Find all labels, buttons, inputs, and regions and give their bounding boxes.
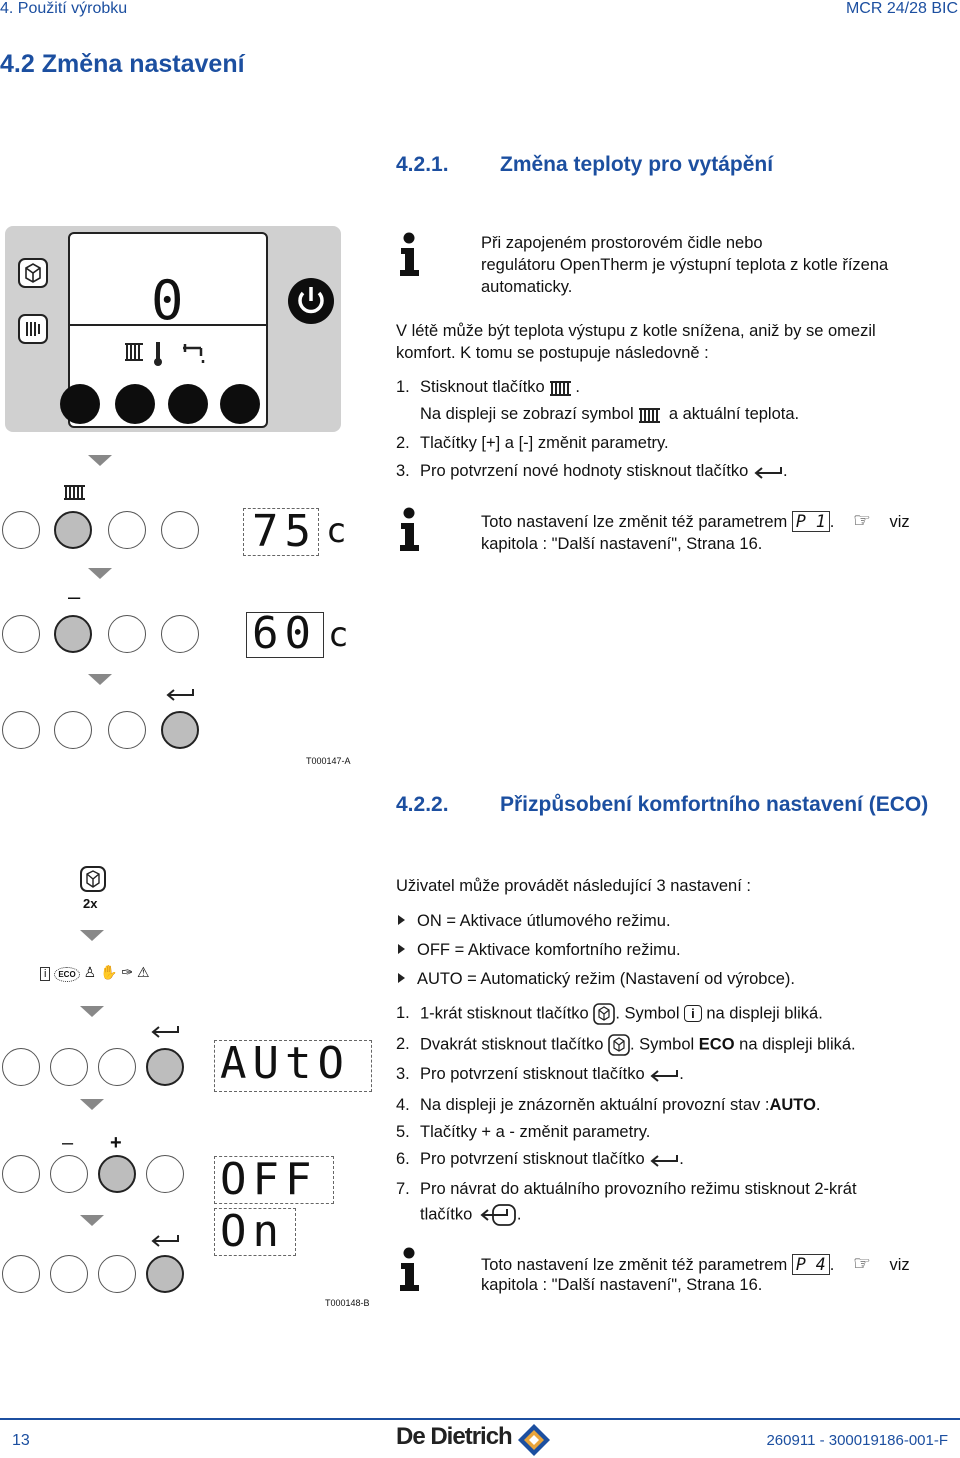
arrow-down-icon [80,1099,104,1110]
button-2[interactable] [54,711,92,749]
panel-display-digit: 0 [151,269,190,332]
enter-icon [165,687,195,701]
sec2-note-b: kapitola : "Další nastavení", Strana 16. [481,1276,763,1294]
pointing-hand-icon: ☞ [852,1253,871,1275]
note-2: Toto nastavení lze změnit též parametrem P 1 . ☞ viz [481,510,910,532]
wrench-icon: ✑ [121,964,134,980]
sec2-step-2: 2. Dvakrát stisknout tlačítko . Symbol ECO na displeji bliká. [396,1034,856,1056]
panel-button-3[interactable] [168,384,208,424]
button-2-selected[interactable] [54,511,92,549]
sec2-heading-number: 4.2.2. [396,793,449,816]
panel-button-1[interactable] [60,384,100,424]
info-icon [397,1247,421,1293]
display-60: 60 [252,608,317,659]
label-2x: 2x [83,896,98,911]
diamond-logo-icon [516,1422,552,1458]
status-icons-row [40,964,150,981]
bullet-auto: AUTO = Automatický režim (Nastavení od výrobce). [396,970,795,989]
sec2-intro: Uživatel může provádět následující 3 nastavení : [396,877,751,895]
button-4[interactable] [146,1155,184,1193]
figure-id: T000147-A [306,756,351,766]
brand-logo: De Dietrich [396,1422,552,1458]
figure-id: T000148-B [325,1298,370,1308]
button-4-selected[interactable] [146,1255,184,1293]
display-off: OFF [220,1154,318,1205]
bullet-on: ON = Aktivace útlumového režimu. [396,912,671,931]
eco-label: ECO [54,967,79,982]
sec2-step-6: 6. Pro potvrzení stisknout tlačítko . [396,1150,684,1168]
button-3[interactable] [98,1255,136,1293]
step-3: 3. Pro potvrzení nové hodnoty stisknout tlačítko . [396,462,788,480]
info-icon: i [40,967,50,981]
page-title: 4.2 Změna nastavení [0,50,245,78]
arrow-down-icon [80,1215,104,1226]
radiator-button-icon[interactable] [18,314,48,344]
enter-icon [150,1024,180,1038]
button-1[interactable] [2,1155,40,1193]
eco-button-icon[interactable] [18,258,48,288]
display-on: On [220,1206,285,1257]
arrow-down-icon [88,455,112,466]
info-icon [397,232,421,278]
button-3-selected[interactable] [98,1155,136,1193]
control-panel [5,226,341,432]
radiator-icon [63,483,89,501]
note-2b: kapitola : "Další nastavení", Strana 16. [481,535,763,553]
radiator-icon [549,379,575,397]
enter-icon [150,1233,180,1247]
button-4-selected[interactable] [146,1048,184,1086]
pointing-hand-icon: ☞ [852,510,871,532]
enter-icon [649,1068,679,1082]
sec2-step-7b: tlačítko . [420,1203,521,1227]
arrow-down-icon [80,1006,104,1017]
back-enter-icon [477,1203,517,1227]
button-3[interactable] [108,711,146,749]
step-1b: Na displeji se zobrazí symbol a aktuální teplota. [420,405,800,423]
minus-label: – [62,1132,74,1154]
display-auto: AUtO [220,1038,350,1089]
page-number: 13 [12,1432,30,1449]
enter-icon [649,1153,679,1167]
button-2[interactable] [50,1255,88,1293]
person-icon: ♙ [83,964,97,980]
button-3[interactable] [98,1048,136,1086]
header-model: MCR 24/28 BIC [845,0,958,17]
arrow-down-icon [80,930,104,941]
button-1[interactable] [2,711,40,749]
button-2[interactable] [50,1155,88,1193]
eco-icon [608,1034,630,1056]
step-1: 1. Stisknout tlačítko . [396,378,580,396]
button-2[interactable] [50,1048,88,1086]
button-3[interactable] [108,615,146,653]
arrow-down-icon [88,568,112,579]
button-1[interactable] [2,1048,40,1086]
button-1[interactable] [2,1255,40,1293]
enter-icon [753,465,783,479]
display-unit: c [326,511,353,551]
panel-button-4[interactable] [220,384,260,424]
power-button[interactable] [286,276,336,326]
hand-icon: ✋ [100,964,118,980]
sec2-step-4: 4. Na displeji je znázorněn aktuální provozní stav :AUTO. [396,1096,821,1114]
panel-button-2[interactable] [115,384,155,424]
sec2-note: Toto nastavení lze změnit též parametrem P 4 . ☞ viz [481,1253,910,1275]
mode-icons [123,338,213,368]
button-4[interactable] [161,511,199,549]
sec1-heading: Změna teploty pro vytápění [500,153,774,176]
display-unit: c [328,615,355,655]
document-code: 260911 - 300019186-001-F [766,1432,948,1449]
minus-label: – [68,584,81,609]
info-icon [397,507,421,553]
info-icon: i [684,1005,702,1022]
sec2-step-7: 7. Pro návrat do aktuálního provozního režimu stisknout 2-krát [396,1180,857,1198]
sec1-heading-number: 4.2.1. [396,153,449,176]
eco-icon [593,1003,615,1025]
note-1: Při zapojeném prostorovém čidle nebo regulátoru OpenTherm je výstupní teplota z kotle řízena automaticky. [481,234,889,296]
button-1[interactable] [2,511,40,549]
button-1[interactable] [2,615,40,653]
arrow-down-icon [88,674,112,685]
button-4[interactable] [161,615,199,653]
footer-rule [0,1418,960,1420]
intro-text: V létě může být teplota výstupu z kotle snížena, aniž by se omezil komfort. K tomu se postupuje následovně : [396,322,876,362]
warning-icon: ⚠ [136,964,150,980]
sec2-step-1: 1. 1-krát stisknout tlačítko . Symbol i na displeji bliká. [396,1003,823,1025]
step-2: 2. Tlačítky [+] a [-] změnit parametry. [396,434,669,452]
sec2-step-5: 5. Tlačítky + a - změnit parametry. [396,1123,651,1141]
display-75: 75 [252,506,317,557]
param-box: P 1 [792,511,830,532]
radiator-icon [638,406,664,424]
plus-label: + [110,1132,122,1154]
button-4-selected[interactable] [161,711,199,749]
param-box: P 4 [792,1254,830,1275]
sec2-step-3: 3. Pro potvrzení stisknout tlačítko . [396,1065,684,1083]
sec2-heading: Přizpůsobení komfortního nastavení (ECO) [500,793,929,816]
header-section: 4. Použití výrobku [0,0,128,17]
bullet-off: OFF = Aktivace komfortního režimu. [396,941,681,960]
button-3[interactable] [108,511,146,549]
button-2-selected[interactable] [54,615,92,653]
eco-button-icon [80,866,106,892]
